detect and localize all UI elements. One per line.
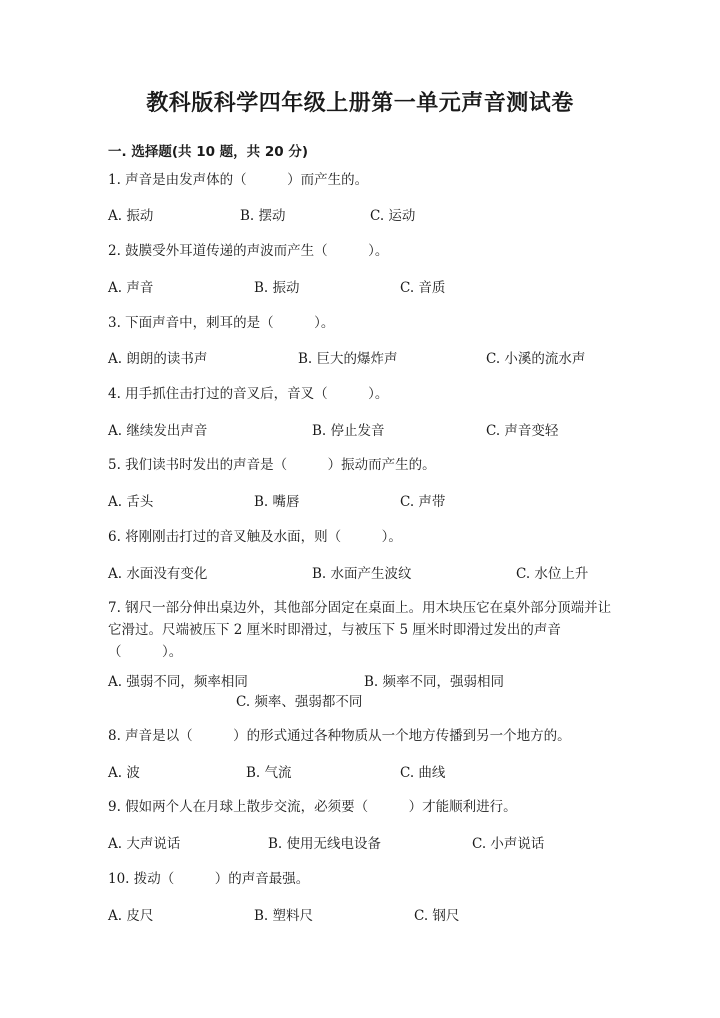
q2-option-a[interactable]: A. 声音 xyxy=(108,280,154,296)
page-title: 教科版科学四年级上册第一单元声音测试卷 xyxy=(146,91,574,116)
q2-option-c[interactable]: C. 音质 xyxy=(400,280,446,296)
q4-option-a[interactable]: A. 继续发出声音 xyxy=(108,423,208,439)
q3-option-a[interactable]: A. 朗朗的读书声 xyxy=(108,351,208,367)
q1-option-c[interactable]: C. 运动 xyxy=(370,208,416,224)
question-2: 2. 鼓膜受外耳道传递的声波而产生（ ）。 xyxy=(108,243,389,259)
q1-option-a[interactable]: A. 振动 xyxy=(108,208,154,224)
q7-option-a[interactable]: A. 强弱不同，频率相同 xyxy=(108,674,248,690)
q9-option-b[interactable]: B. 使用无线电设备 xyxy=(268,836,382,852)
q3-option-c[interactable]: C. 小溪的流水声 xyxy=(486,351,586,367)
q10-option-c[interactable]: C. 钢尺 xyxy=(414,908,460,924)
q6-option-b[interactable]: B. 水面产生波纹 xyxy=(312,566,412,582)
q3-option-b[interactable]: B. 巨大的爆炸声 xyxy=(298,351,398,367)
q2-option-b[interactable]: B. 振动 xyxy=(254,280,300,296)
q1-option-b[interactable]: B. 摆动 xyxy=(240,208,286,224)
question-10: 10. 拨动（ ）的声音最强。 xyxy=(108,871,310,887)
q6-option-a[interactable]: A. 水面没有变化 xyxy=(108,566,208,582)
question-3: 3. 下面声音中，刺耳的是（ ）。 xyxy=(108,315,335,331)
q8-option-a[interactable]: A. 波 xyxy=(108,765,140,781)
q8-option-b[interactable]: B. 气流 xyxy=(246,765,292,781)
question-5: 5. 我们读书时发出的声音是（ ）振动而产生的。 xyxy=(108,457,436,473)
q9-option-c[interactable]: C. 小声说话 xyxy=(472,836,545,852)
q4-option-c[interactable]: C. 声音变轻 xyxy=(486,423,559,439)
q5-option-b[interactable]: B. 嘴唇 xyxy=(254,494,300,510)
question-4: 4. 用手抓住击打过的音叉后，音叉（ ）。 xyxy=(108,386,389,402)
question-7: 7. 钢尺一部分伸出桌边外，其他部分固定在桌面上。用木块压它在桌外部分顶端并让它滑过。尺端被压下 2 厘米时即滑过，与被压下 5 厘米时即滑过发出的声音（ ）。 xyxy=(108,600,612,660)
q4-option-b[interactable]: B. 停止发音 xyxy=(312,423,385,439)
question-6: 6. 将刚刚击打过的音叉触及水面，则（ ）。 xyxy=(108,529,402,545)
q10-option-b[interactable]: B. 塑料尺 xyxy=(254,908,314,924)
q8-option-c[interactable]: C. 曲线 xyxy=(400,765,446,781)
question-8: 8. 声音是以（ ）的形式通过各种物质从一个地方传播到另一个地方的。 xyxy=(108,728,571,744)
q7-option-c[interactable]: C. 频率、强弱都不同 xyxy=(236,694,363,710)
q6-option-c[interactable]: C. 水位上升 xyxy=(516,566,589,582)
q10-option-a[interactable]: A. 皮尺 xyxy=(108,908,154,924)
question-1: 1. 声音是由发声体的（ ）而产生的。 xyxy=(108,172,369,188)
question-9: 9. 假如两个人在月球上散步交流，必须要（ ）才能顺利进行。 xyxy=(108,799,517,815)
q5-option-c[interactable]: C. 声带 xyxy=(400,494,446,510)
q7-option-b[interactable]: B. 频率不同，强弱相同 xyxy=(364,674,505,690)
q5-option-a[interactable]: A. 舌头 xyxy=(108,494,154,510)
q9-option-a[interactable]: A. 大声说话 xyxy=(108,836,181,852)
section-heading: 一. 选择题(共 10 题，共 20 分) xyxy=(108,144,309,160)
